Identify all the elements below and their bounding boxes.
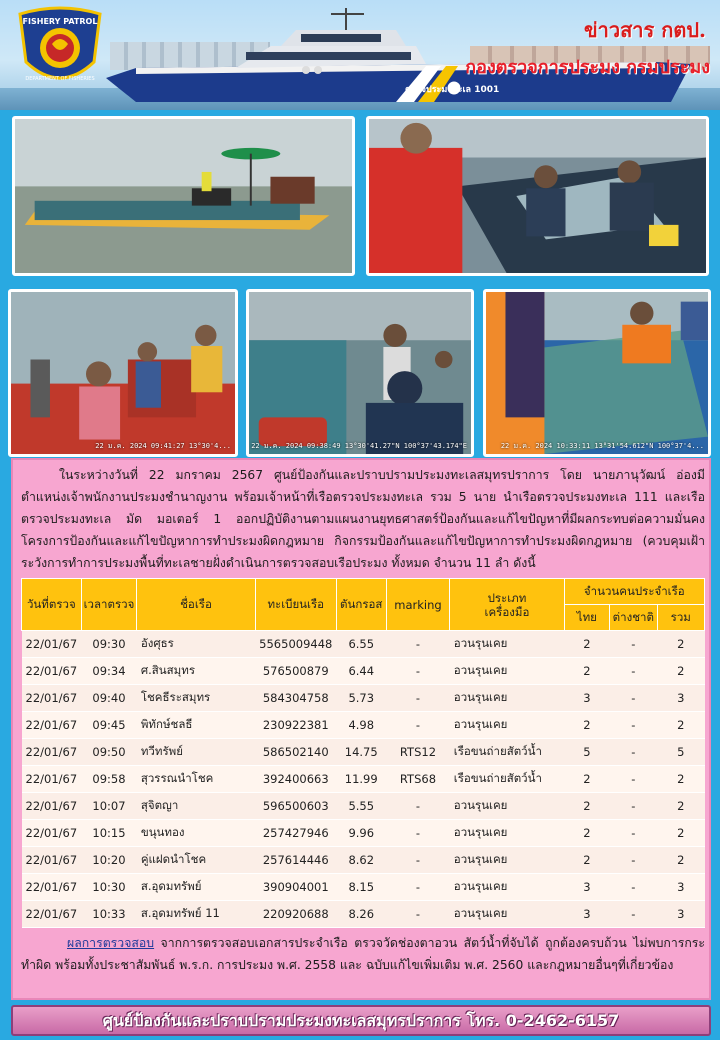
cell-marking: - — [386, 712, 450, 739]
cell-total: 2 — [657, 766, 704, 793]
newsletter-title: ข่าวสาร กตป. — [583, 18, 706, 42]
cell-time: 10:07 — [81, 793, 137, 820]
cell-gear: อวนรุนเคย — [450, 658, 564, 685]
col-gear-type: ประเภท เครื่องมือ — [450, 579, 564, 631]
cell-date: 22/01/67 — [22, 739, 82, 766]
col-foreign: ต่างชาติ — [610, 605, 657, 631]
cell-marking: RTS12 — [386, 739, 450, 766]
cell-name: ขนุนทอง — [137, 820, 255, 847]
cell-name: คู่แฝดนำโชค — [137, 847, 255, 874]
cell-reg: 390904001 — [255, 874, 336, 901]
cell-gear: อวนรุนเคย — [450, 793, 564, 820]
cell-time: 09:58 — [81, 766, 137, 793]
cell-thai: 2 — [564, 793, 609, 820]
cell-name: อังศุธร — [137, 631, 255, 658]
cell-thai: 3 — [564, 685, 609, 712]
cell-foreign: - — [610, 658, 657, 685]
cell-date: 22/01/67 — [22, 685, 82, 712]
photo-crew-inspection — [246, 289, 474, 457]
cell-marking: - — [386, 685, 450, 712]
cell-gross: 6.44 — [336, 658, 386, 685]
cell-date: 22/01/67 — [22, 766, 82, 793]
result-text: จากการตรวจสอบเอกสารประจำเรือ ตรวจวัดช่องตาอวน สัตว์น้ำที่จับได้ ถูกต้องครบถ้วน ไม่พบการกระทำผิด พร้อมทั้งประชาสัมพันธ์ พ.ร.ก. การประมง พ.ศ. 2558 และ ฉบับแก้ไขเพิ่มเติม พ.ศ. 2560 และกฎหมายอื่นๆที่เกี่ยวข้อง — [21, 936, 705, 972]
cell-total: 3 — [657, 874, 704, 901]
cell-gear: เรือขนถ่ายสัตว์น้ำ — [450, 766, 564, 793]
cell-name: ศ.สินสมุทร — [137, 658, 255, 685]
cell-name: สุวรรณนำโชค — [137, 766, 255, 793]
cell-name: ทวีทรัพย์ — [137, 739, 255, 766]
col-crew-count: จำนวนคนประจำเรือ — [564, 579, 704, 605]
cell-gross: 4.98 — [336, 712, 386, 739]
cell-time: 09:40 — [81, 685, 137, 712]
cell-time: 09:30 — [81, 631, 137, 658]
cell-marking: - — [386, 793, 450, 820]
cell-gross: 8.15 — [336, 874, 386, 901]
cell-foreign: - — [610, 793, 657, 820]
cell-thai: 5 — [564, 739, 609, 766]
cell-date: 22/01/67 — [22, 847, 82, 874]
cell-thai: 2 — [564, 658, 609, 685]
cell-gross: 5.55 — [336, 793, 386, 820]
intro-text: ในระหว่างวันที่ 22 มกราคม 2567 ศูนย์ป้องกันและปราบปรามประมงทะเลสมุทรปราการ โดย นายภานุวัฒน์ อ่องมี ตำแหน่งเจ้าพนักงานประมงชำนาญงาน พร้อมเจ้าหน้าที่เรือตรวจประมงทะเล รวม 5 นาย นำเรือตรวจประมงทะเล 111 และเรือตรวจประมงทะเล มัด มอเตอร์ 1 ออกปฏิบัติงานตามแผนงานยุทธศาสตร์ป้องกันและแก้ไขปัญหาที่มีผลกระทบต่อความมั่นคง โครงการป้องกันและแก้ไขปัญหาการทำประมงผิดกฎหมาย กิจกรรมป้องกันและแก้ไขปัญหาการทำประมงผิดกฎหมาย (ควบคุมเฝ้าระวังการทำการประมงพื้นที่ทะเลชายฝั่งดำเนินการตรวจสอบเรือประมง ทั้งหมด จำนวน 11 ลำ ดังนี้ — [21, 468, 705, 570]
table-row — [22, 685, 705, 712]
cell-total: 2 — [657, 712, 704, 739]
cell-gear: อวนรุนเคย — [450, 685, 564, 712]
cell-gross: 11.99 — [336, 766, 386, 793]
cell-time: 09:50 — [81, 739, 137, 766]
cell-name: ส.อุดมทรัพย์ 11 — [137, 901, 255, 928]
cell-foreign: - — [610, 739, 657, 766]
svg-text:FISHERY PATROL: FISHERY PATROL — [22, 17, 98, 26]
cell-gear: อวนรุนเคย — [450, 901, 564, 928]
table-row — [22, 766, 705, 793]
cell-total: 3 — [657, 901, 704, 928]
cell-date: 22/01/67 — [22, 874, 82, 901]
table-row — [22, 712, 705, 739]
cell-gross: 8.26 — [336, 901, 386, 928]
col-boat-name: ชื่อเรือ — [137, 579, 255, 631]
cell-date: 22/01/67 — [22, 901, 82, 928]
footer-contact: ศูนย์ป้องกันและปราบปรามประมงทะเลสมุทรปราการ โทร. 0-2462-6157 — [11, 1005, 711, 1036]
photo-net-inspection — [483, 289, 711, 457]
photo-timestamp: 22 ม.ค. 2024 09:38:49 13°30'41.27"N 100°37'43.174"E — [251, 442, 467, 451]
cell-reg: 257614446 — [255, 847, 336, 874]
cell-foreign: - — [610, 766, 657, 793]
cell-marking: RTS68 — [386, 766, 450, 793]
col-marking: marking — [386, 579, 450, 631]
cell-gear: อวนรุนเคย — [450, 712, 564, 739]
cell-marking: - — [386, 658, 450, 685]
col-thai: ไทย — [564, 605, 609, 631]
cell-marking: - — [386, 874, 450, 901]
cell-thai: 2 — [564, 766, 609, 793]
cell-name: โชคธีระสมุทร — [137, 685, 255, 712]
fishery-patrol-logo — [12, 4, 108, 90]
inspection-table — [21, 578, 705, 928]
cell-gear: อวนรุนเคย — [450, 847, 564, 874]
cell-foreign: - — [610, 712, 657, 739]
cell-foreign: - — [610, 874, 657, 901]
cell-foreign: - — [610, 685, 657, 712]
cell-reg: 220920688 — [255, 901, 336, 928]
cell-total: 3 — [657, 685, 704, 712]
table-row — [22, 793, 705, 820]
cell-gear: อวนรุนเคย — [450, 874, 564, 901]
cell-name: พิทักษ์ชลธี — [137, 712, 255, 739]
intro-paragraph — [21, 464, 705, 574]
cell-thai: 2 — [564, 820, 609, 847]
cell-marking: - — [386, 820, 450, 847]
cell-time: 10:20 — [81, 847, 137, 874]
photo-fishing-boat — [12, 116, 355, 276]
cell-foreign: - — [610, 901, 657, 928]
header-banner — [0, 0, 720, 110]
photo-timestamp: 22 ม.ค. 2024 09:41:27 13°30'4... — [95, 442, 231, 451]
cell-gear: อวนรุนเคย — [450, 631, 564, 658]
cell-time: 10:30 — [81, 874, 137, 901]
cell-total: 2 — [657, 847, 704, 874]
cell-foreign: - — [610, 847, 657, 874]
cell-foreign: - — [610, 820, 657, 847]
ship-hull-text: ตรวจประมงทะเล 1001 — [405, 85, 500, 95]
cell-thai: 2 — [564, 847, 609, 874]
table-row — [22, 901, 705, 928]
cell-foreign: - — [610, 631, 657, 658]
cell-time: 09:34 — [81, 658, 137, 685]
cell-reg: 576500879 — [255, 658, 336, 685]
svg-text:DEPARTMENT OF FISHERIES: DEPARTMENT OF FISHERIES — [25, 76, 95, 82]
cell-thai: 2 — [564, 631, 609, 658]
cell-reg: 586502140 — [255, 739, 336, 766]
col-registration: ทะเบียนเรือ — [255, 579, 336, 631]
cell-marking: - — [386, 631, 450, 658]
cell-reg: 584304758 — [255, 685, 336, 712]
result-label: ผลการตรวจสอบ — [67, 936, 155, 950]
table-row — [22, 820, 705, 847]
photo-timestamp: 22 ม.ค. 2024 10:33:11 13°31'54.612"N 100°37'4... — [500, 442, 704, 451]
table-row — [22, 739, 705, 766]
cell-date: 22/01/67 — [22, 793, 82, 820]
cell-thai: 3 — [564, 901, 609, 928]
cell-total: 2 — [657, 631, 704, 658]
cell-reg: 5565009448 — [255, 631, 336, 658]
report-panel — [11, 458, 711, 1000]
col-date: วันที่ตรวจ — [22, 579, 82, 631]
cell-date: 22/01/67 — [22, 631, 82, 658]
cell-date: 22/01/67 — [22, 712, 82, 739]
cell-time: 10:15 — [81, 820, 137, 847]
cell-name: ส.อุดมทรัพย์ — [137, 874, 255, 901]
cell-marking: - — [386, 847, 450, 874]
cell-reg: 392400663 — [255, 766, 336, 793]
cell-thai: 3 — [564, 874, 609, 901]
cell-date: 22/01/67 — [22, 820, 82, 847]
cell-total: 2 — [657, 820, 704, 847]
cell-total: 2 — [657, 658, 704, 685]
cell-gross: 6.55 — [336, 631, 386, 658]
cell-gross: 8.62 — [336, 847, 386, 874]
table-row — [22, 631, 705, 658]
cell-gross: 9.96 — [336, 820, 386, 847]
cell-name: สุจิตญา — [137, 793, 255, 820]
table-row — [22, 874, 705, 901]
cell-gear: อวนรุนเคย — [450, 820, 564, 847]
table-row — [22, 847, 705, 874]
cell-reg: 230922381 — [255, 712, 336, 739]
cell-total: 2 — [657, 793, 704, 820]
cell-gross: 14.75 — [336, 739, 386, 766]
cell-total: 5 — [657, 739, 704, 766]
newsletter-subtitle: กองตรวจการประมง กรมประมง — [465, 57, 710, 78]
col-gross-ton: ตันกรอส — [336, 579, 386, 631]
photo-inspection-deck — [8, 289, 238, 457]
cell-reg: 257427946 — [255, 820, 336, 847]
cell-thai: 2 — [564, 712, 609, 739]
cell-gross: 5.73 — [336, 685, 386, 712]
cell-time: 10:33 — [81, 901, 137, 928]
table-row — [22, 658, 705, 685]
col-total: รวม — [657, 605, 704, 631]
col-time: เวลาตรวจ — [81, 579, 137, 631]
cell-gear: เรือขนถ่ายสัตว์น้ำ — [450, 739, 564, 766]
photo-officers-boarding — [366, 116, 709, 276]
cell-date: 22/01/67 — [22, 658, 82, 685]
cell-reg: 596500603 — [255, 793, 336, 820]
result-paragraph — [21, 932, 705, 976]
cell-time: 09:45 — [81, 712, 137, 739]
cell-marking: - — [386, 901, 450, 928]
